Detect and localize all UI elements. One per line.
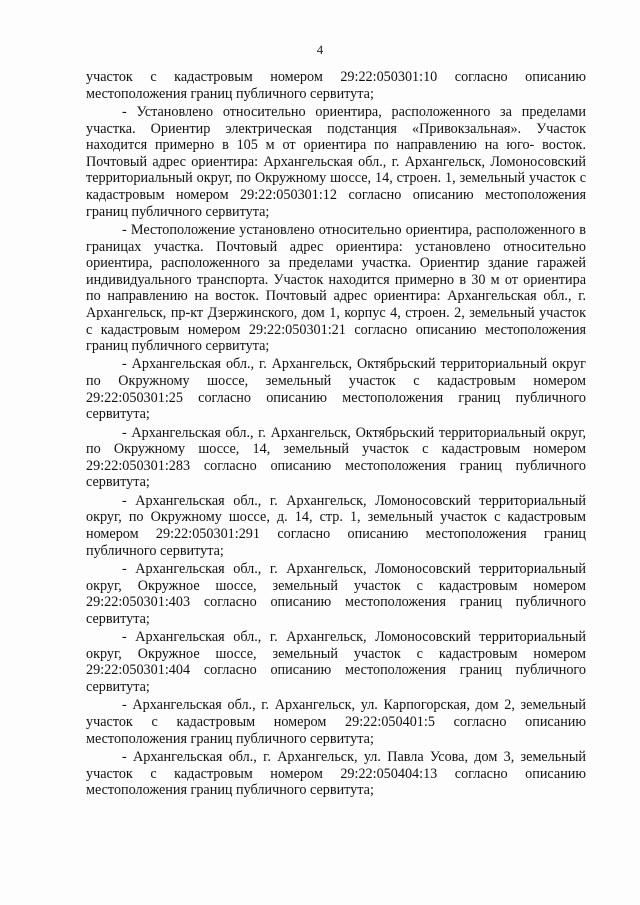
paragraph-9: - Архангельская обл., г. Архангельск, ул. Карпогорская, дом 2, земельный участок с кадастровым номером 29:22:050401:5 согласно описанию местоположения границ публичного сервитута; [86, 697, 586, 747]
paragraph-6: - Архангельская обл., г. Архангельск, Ломоносовский территориальный округ, по Окружному шоссе, д. 14, стр. 1, земельный участок с кадастровым номером 29:22:050301:291 согласно описанию местоположения границ публичного сервитута; [86, 492, 586, 559]
paragraph-2: - Установлено относительно ориентира, расположенного за пределами участка. Ориентир электрическая подстанция «Привокзальная». Участок находится примерно в 105 м от ориентира по направлению на юго- восток. Почтовый адрес ориентира: Архангельская обл., г. Архангельск, Ломоносовский территориальный округ, по Окружному шоссе, 14, строен. 1, земельный участок с кадастровым номером 29:22:050301:12 согласно описанию местоположения границ публичного сервитута; [86, 103, 586, 220]
paragraph-1: участок с кадастровым номером 29:22:050301:10 согласно описанию местоположения границ публичного сервитута; [86, 69, 586, 102]
paragraph-8: - Архангельская обл., г. Архангельск, Ломоносовский территориальный округ, Окружное шоссе, земельный участок с кадастровым номером 29:22:050301:404 согласно описанию местоположения границ публичного сервитута; [86, 629, 586, 695]
paragraph-7: - Архангельская обл., г. Архангельск, Ломоносовский территориальный округ, Окружное шоссе, земельный участок с кадастровым номером 29:22:050301:403 согласно описанию местоположения границ публичного сервитута; [86, 561, 586, 627]
paragraph-10: - Архангельская обл., г. Архангельск, ул. Павла Усова, дом 3, земельный участок с кадастровым номером 29:22:050404:13 согласно описанию местоположения границ публичного сервитута; [86, 748, 586, 799]
document-body [86, 69, 586, 801]
paragraph-5: - Архангельская обл., г. Архангельск, Октябрьский территориальный округ, по Окружному шоссе, 14, земельный участок с кадастровым номером 29:22:050301:283 согласно описанию местоположения границ публичного сервитута; [86, 424, 586, 491]
paragraph-3: - Местоположение установлено относительно ориентира, расположенного в границах участка. Почтовый адрес ориентира: установлено относительно ориентира, расположенного за пределами участка. Ориентир здание гаражей индивидуального транспорта. Участок находится примерно в 30 м от ориентира по направлению на восток. Почтовый адрес ориентира: Архангельская обл., г. Архангельск, пр-кт Дзержинского, дом 1, корпус 4, строен. 2, земельный участок с кадастровым номером 29:22:050301:21 согласно описанию местоположения границ публичного сервитута; [86, 221, 586, 355]
page-number: 4 [316, 42, 324, 57]
paragraph-4: - Архангельская обл., г. Архангельск, Октябрьский территориальный округ по Окружному шоссе, земельный участок с кадастровым номером 29:22:050301:25 согласно описанию местоположения границ публичного сервитута; [86, 356, 586, 423]
